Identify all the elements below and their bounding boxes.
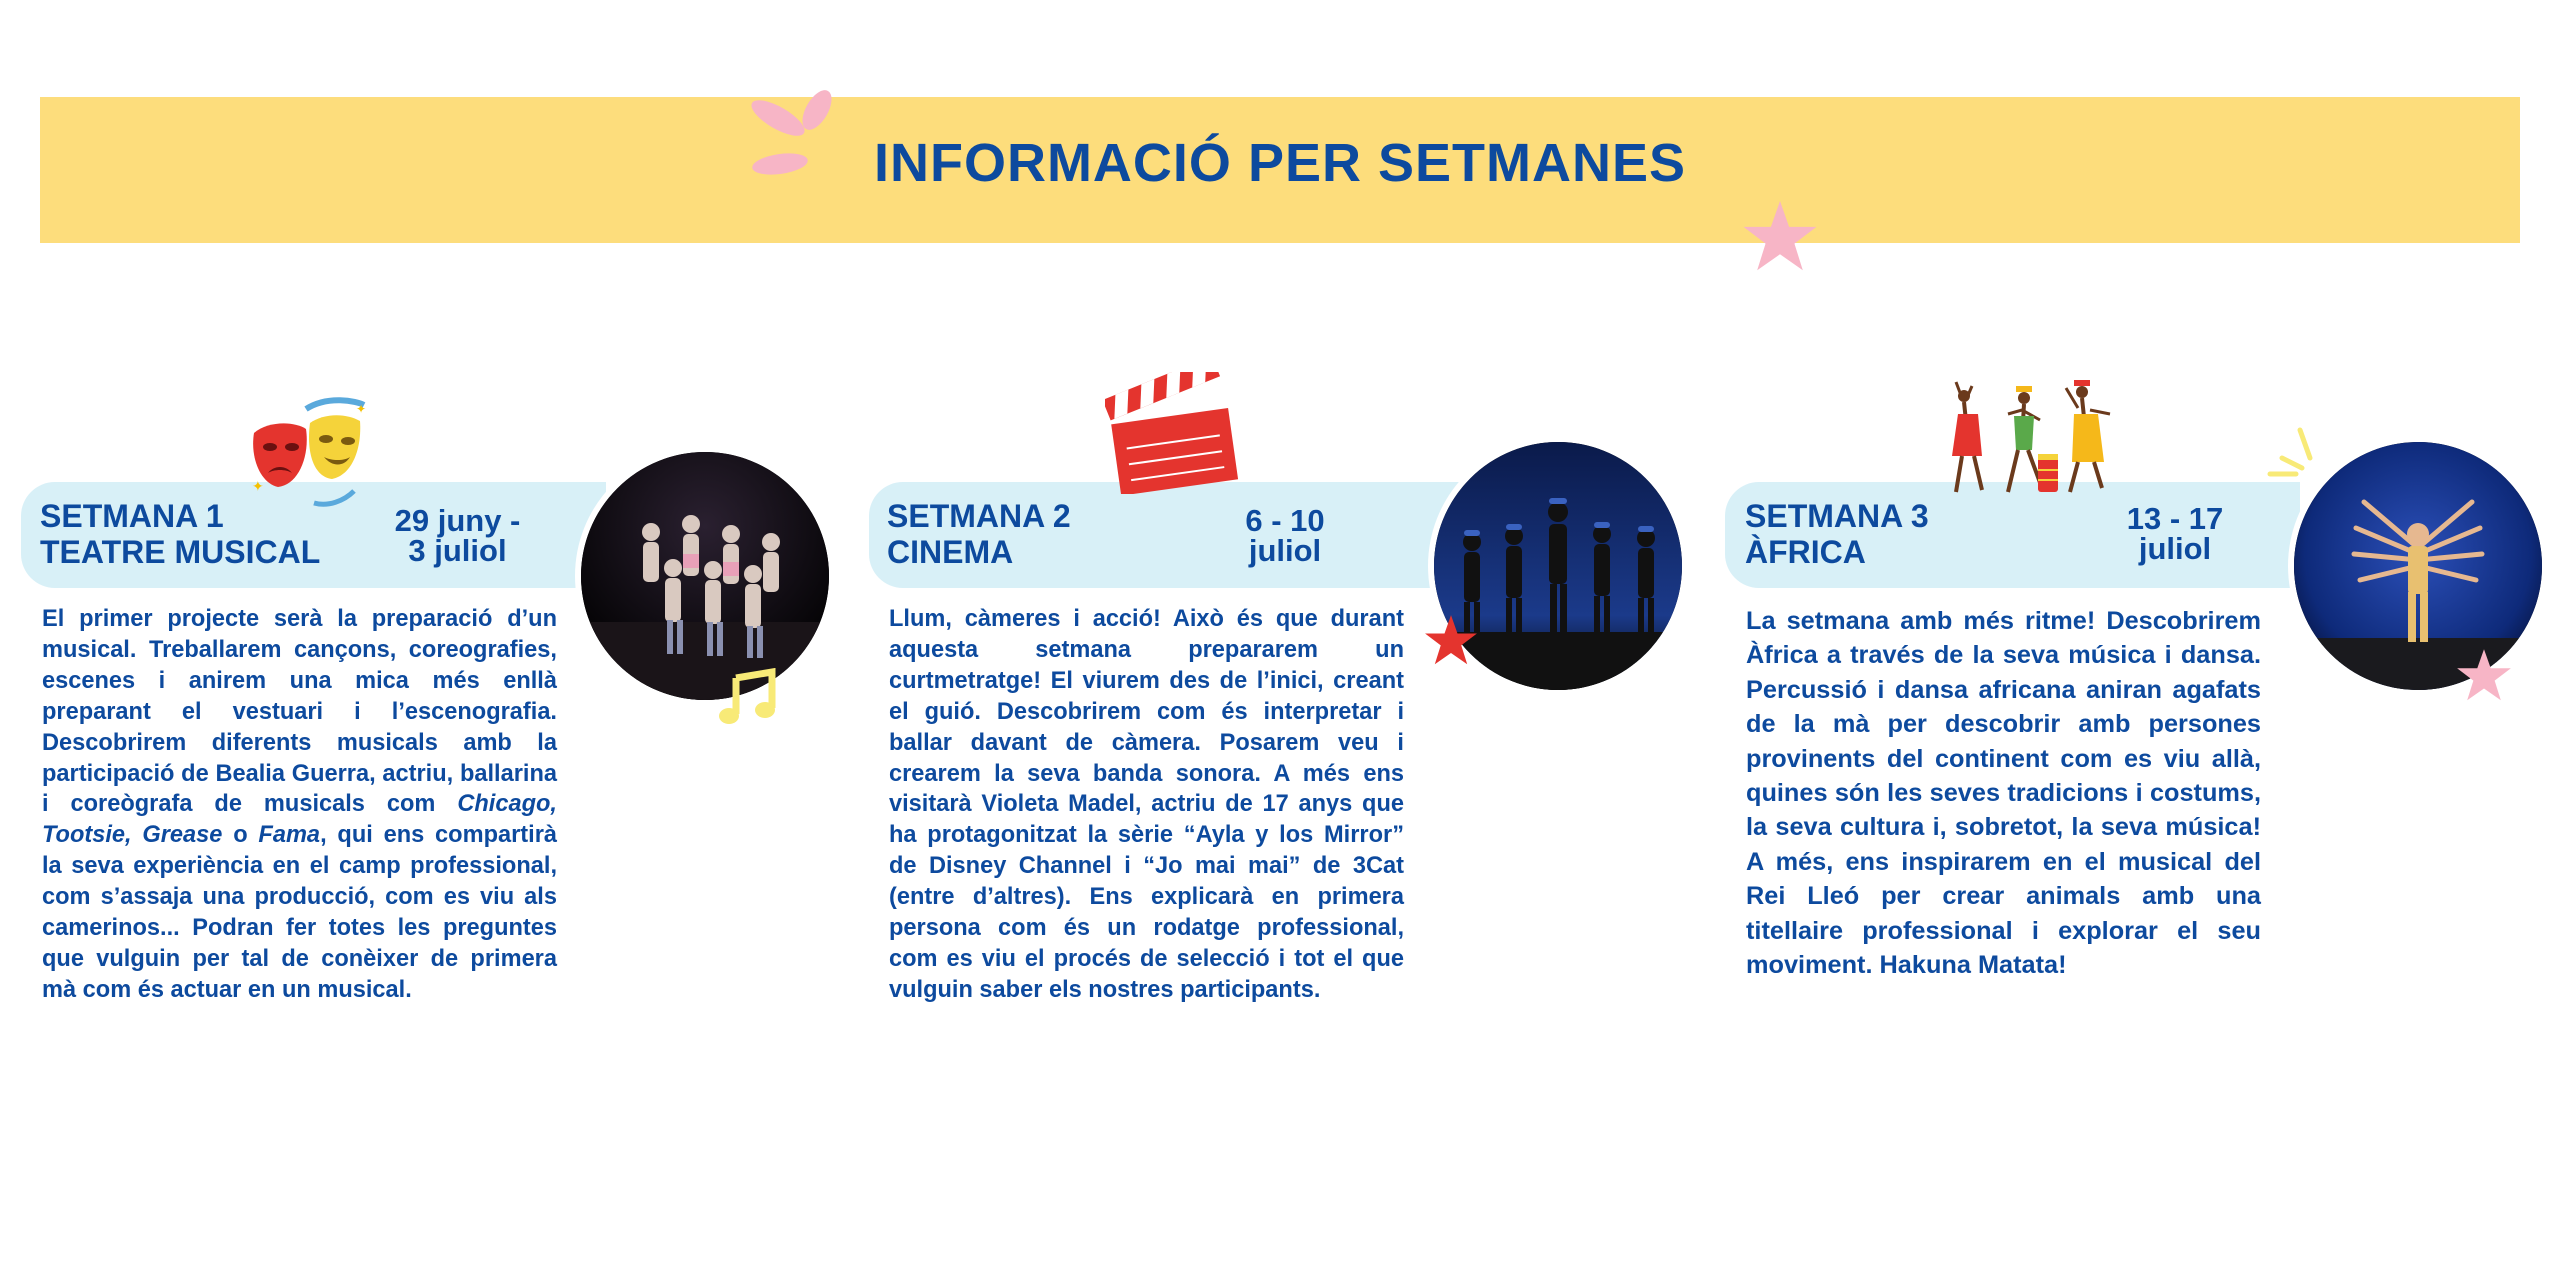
week-2-dates: 6 - 10 juliol — [1245, 503, 1325, 568]
star-decoration-icon — [1742, 198, 1818, 274]
week-3-dates: 13 - 17 juliol — [2126, 501, 2224, 566]
week-2-title: SETMANA 2 CINEMA — [887, 498, 1071, 570]
week-3-description: La setmana amb més ritme! Descobrirem Àfrica a través de la seva música i dansa. Percussió i dansa africana aniran agafats de la mà per descobrir amb persones provinents del continent com es viu allà, quines són les seves tradicions i costums, la seva cultura i, sobretot, la seva música! A més, ens inspirarem en el musical del Rei Lleó per crear animals amb una titellaire professional i explorar el seu moviment. Hakuna Matata! — [1746, 607, 2261, 980]
week-1-dates: 29 juny - 3 juliol — [394, 503, 521, 568]
music-note-icon — [718, 668, 780, 728]
african-dancers-icon — [1942, 380, 2122, 498]
week-1-photo — [575, 446, 835, 706]
week-1-description: El primer projecte serà la preparació d’un musical. Treballarem cançons, coreografies, escenes i anirem una mica més enllà preparant el vestuari i l’escenografia. Descobrirem diferents musicals amb la participació de Bealia Guerra, actriu, ballarina i coreògrafa de musicals com Chicago, Tootsie, Grease o Fama, qui ens compartirà la seva experiència en el camp professional, com s’assaja una producció, com es viu als camerinos... Podran fer totes les preguntes que vulguin per tal de conèixer de primera mà com és actuar en un musical. — [42, 606, 557, 1003]
svg-text:✦: ✦ — [356, 402, 367, 416]
theater-masks-icon — [248, 395, 370, 509]
petals-decoration-icon — [738, 86, 842, 182]
svg-text:✦: ✦ — [252, 479, 264, 495]
week-2-description: Llum, càmeres i acció! Això és que durant aquesta setmana prepararem un curtmetratge! El viurem des de l’inici, creant el guió. Descobrirem com és interpretar i ballar davant de càmera. Posarem veu i crearem la seva banda sonora. A més ens visitarà Violeta Madel, actriu de 17 anys que ha protagonitzat la sèrie “Ayla y los Mirror” de Disney Channel i “Jo mai mai” de 3Cat (entre d’altres). Ens explicarà en primera persona com és un rodatge professional, com es viu el procés de selecció i tot el que vulguin saber els nostres participants. — [889, 606, 1404, 1003]
dancers-photo-image — [581, 452, 829, 700]
week-3-title: SETMANA 3 ÀFRICA — [1745, 498, 1929, 570]
clapperboard-icon — [1105, 372, 1239, 494]
page-title: INFORMACIÓ PER SETMANES — [873, 133, 1687, 193]
week-1-title: SETMANA 1 TEATRE MUSICAL — [40, 498, 321, 570]
sparkle-rays-icon — [2266, 424, 2318, 480]
pink-star-icon — [2456, 646, 2512, 704]
red-star-icon — [1424, 612, 1478, 668]
